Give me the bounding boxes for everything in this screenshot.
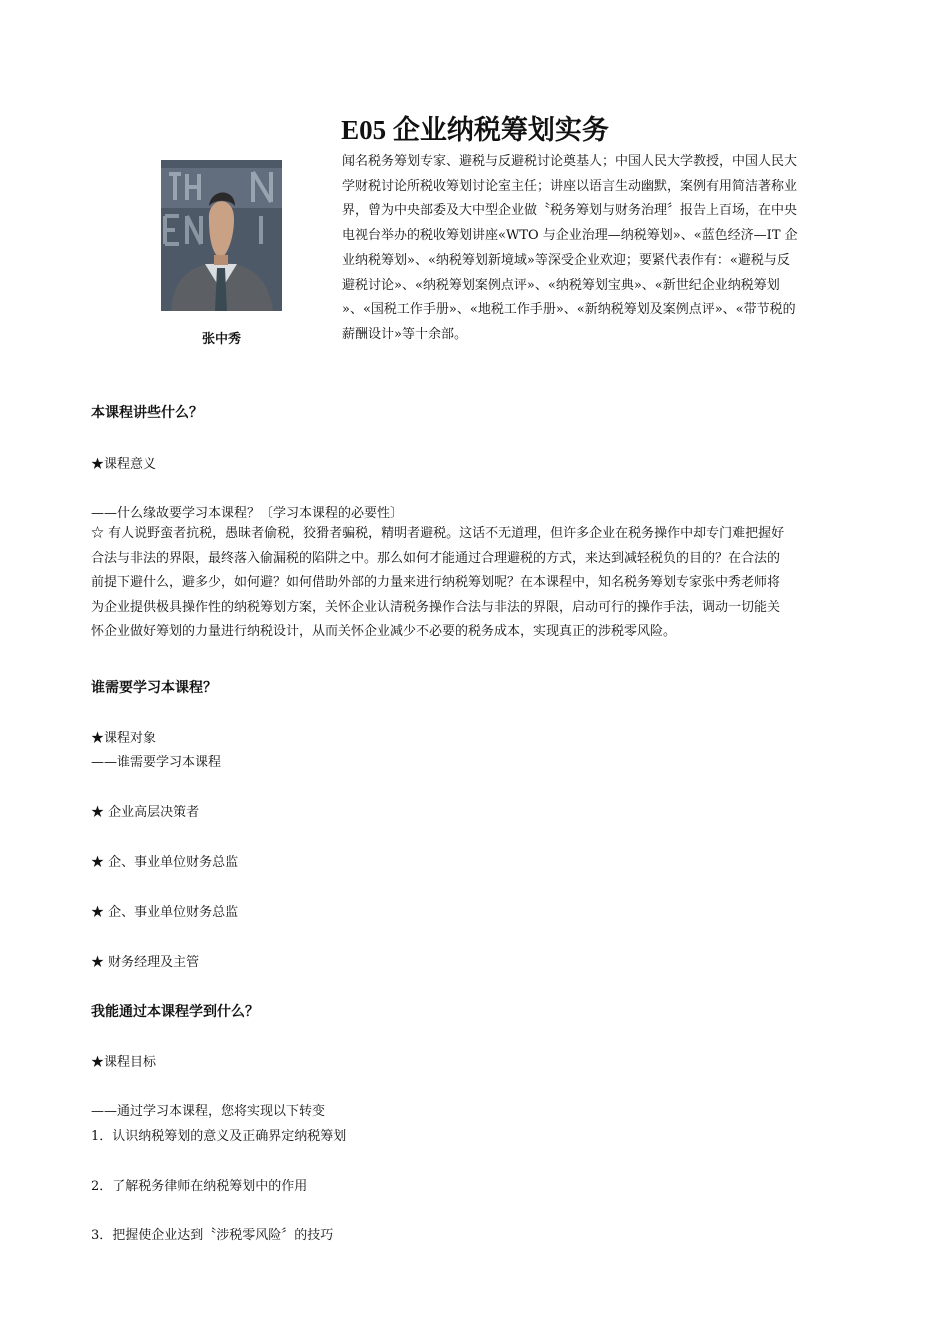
audience-subtitle: ——谁需要学习本课程 bbox=[91, 755, 222, 770]
audience-label: ★课程对象 bbox=[91, 731, 157, 746]
audience-item: ★ 企、事业单位财务总监 bbox=[91, 905, 239, 920]
bio-line: »、«国税工作手册»、«地税工作手册»、«新纳税筹划及案例点评»、«带节税的 bbox=[342, 302, 796, 318]
section-heading-learning-outcomes: 我能通过本课程学到什么？ bbox=[91, 1004, 259, 1020]
goals-label: ★课程目标 bbox=[91, 1055, 157, 1070]
course-significance-label: ★课程意义 bbox=[91, 457, 157, 472]
page-title: E05 企业纳税筹划实务 bbox=[341, 115, 609, 145]
instructor-name: 张中秀 bbox=[201, 332, 241, 347]
bio-line: 闻名税务筹划专家、避税与反避税讨论奠基人；中国人民大学教授，中国人民大 bbox=[342, 154, 798, 169]
instructor-bio bbox=[342, 150, 847, 348]
goal-item: 2．了解税务律师在纳税筹划中的作用 bbox=[91, 1179, 308, 1194]
section-heading-target-audience: 谁需要学习本课程？ bbox=[91, 680, 217, 696]
course-significance-subtitle: ——什么缘故要学习本课程？〔学习本课程的必要性〕 bbox=[91, 506, 404, 521]
portrait-illustration bbox=[161, 160, 282, 311]
bio-line: 薪酬设计»等十余部。 bbox=[342, 326, 467, 342]
bio-line: 学财税讨论所税收筹划讨论室主任；讲座以语言生动幽默，案例有用简洁著称业 bbox=[342, 178, 798, 194]
goals-subtitle: ——通过学习本课程，您将实现以下转变 bbox=[91, 1104, 326, 1119]
paragraph-line: 为企业提供极具操作性的纳税筹划方案，关怀企业认清税务操作合法与非法的界限，启动可行的操作手法，调动一切能关 bbox=[91, 599, 781, 615]
bio-line: 界，曾为中央部委及大中型企业做〝税务筹划与财务治理〞报告上百场，在中央 bbox=[342, 203, 798, 219]
paragraph-line: 前提下避什么，避多少，如何避？如何借助外部的力量来进行纳税筹划呢？在本课程中，知名税务筹划专家张中秀老师将 bbox=[91, 575, 781, 590]
bio-line: 业纳税筹划»、«纳税筹划新境域»等深受企业欢迎；要紧代表作有：«避税与反 bbox=[342, 252, 790, 268]
audience-item: ★ 财务经理及主管 bbox=[91, 955, 200, 970]
paragraph-line: 合法与非法的界限，最终落入偷漏税的陷阱之中。那么如何才能通过合理避税的方式，来达到减轻税负的目的？在合法的 bbox=[91, 550, 781, 566]
goal-item: 3．把握使企业达到〝涉税零风险〞的技巧 bbox=[91, 1228, 334, 1243]
paragraph-line: ☆ 有人说野蛮者抗税，愚昧者偷税，狡猾者骗税，精明者避税。这话不无道理，但许多企业在税务操作中却专门难把握好 bbox=[91, 526, 785, 541]
section-heading-course-content: 本课程讲些什么？ bbox=[91, 405, 203, 421]
instructor-photo bbox=[161, 160, 282, 311]
audience-item: ★ 企业高层决策者 bbox=[91, 805, 200, 820]
paragraph-line: 怀企业做好筹划的力量进行纳税设计，从而关怀企业减少不必要的税务成本，实现真正的涉税零风险。 bbox=[91, 624, 677, 639]
audience-item: ★ 企、事业单位财务总监 bbox=[91, 855, 239, 870]
goal-item: 1．认识纳税筹划的意义及正确界定纳税筹划 bbox=[91, 1129, 347, 1144]
bio-line: 避税讨论»、«纳税筹划案例点评»、«纳税筹划宝典»、«新世纪企业纳税筹划 bbox=[342, 277, 780, 293]
bio-line: 电视台举办的税收筹划讲座«WTO 与企业治理—纳税筹划»、«蓝色经济—IT 企 bbox=[342, 228, 798, 244]
course-significance-paragraph bbox=[91, 522, 861, 645]
